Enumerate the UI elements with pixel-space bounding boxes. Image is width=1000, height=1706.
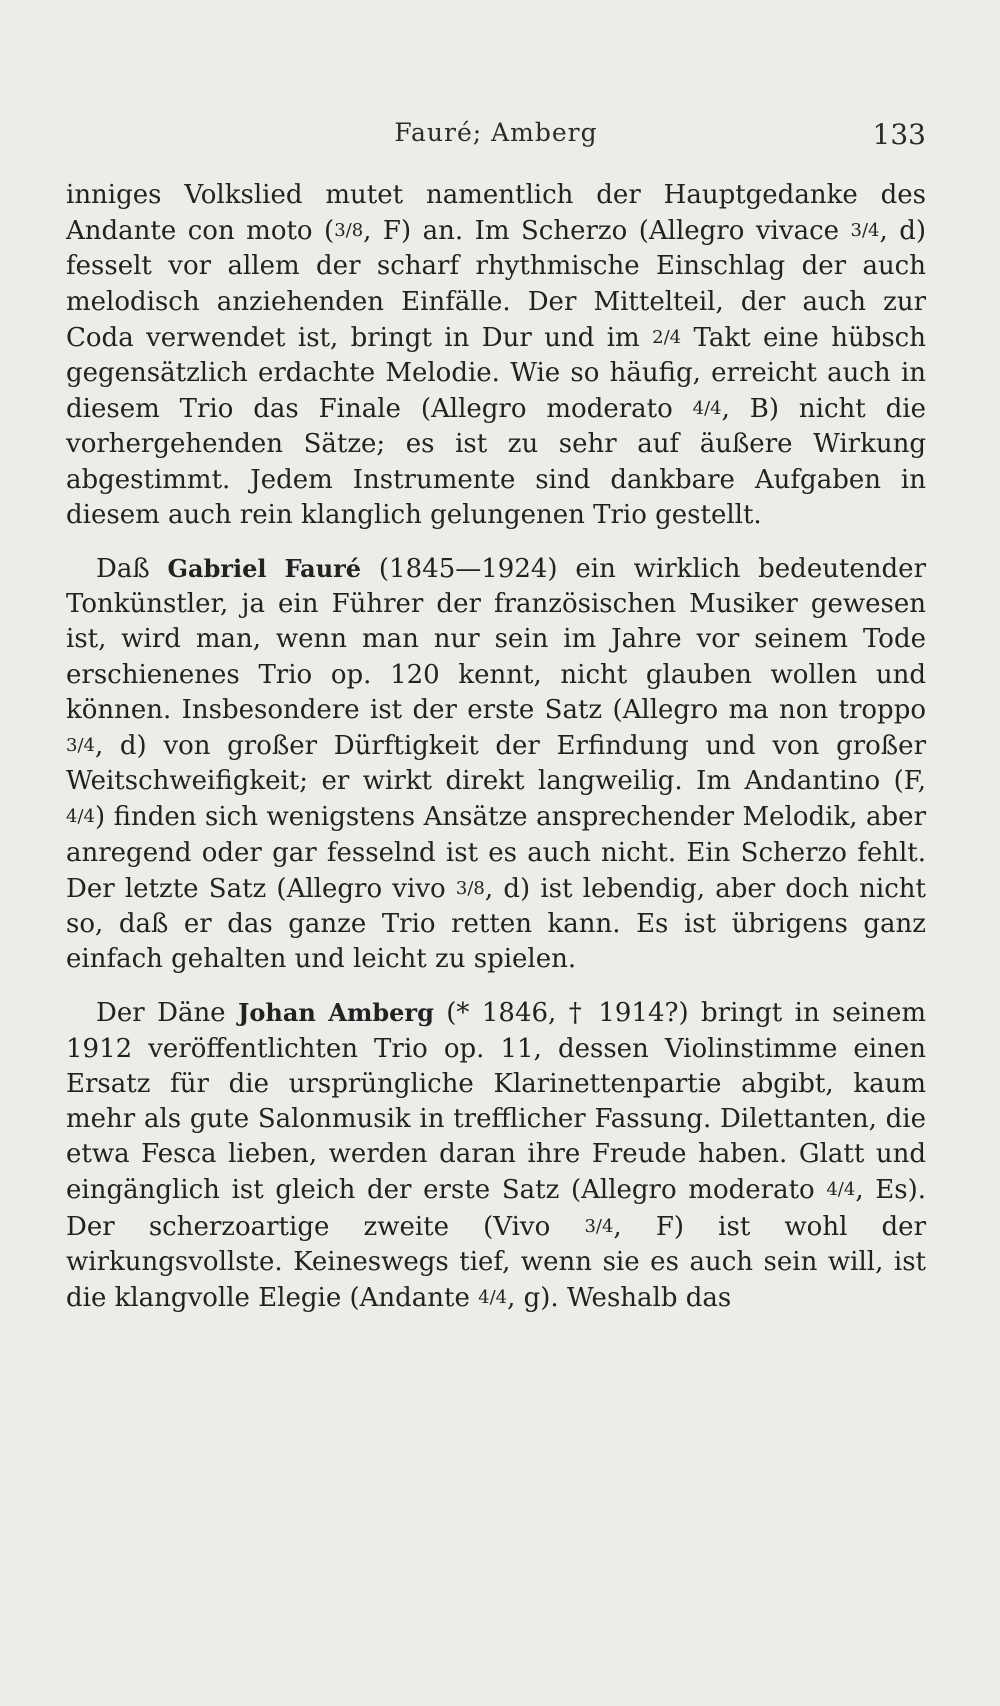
text-run: inniges Volkslied mutet namentlich der Hauptgedanke des Andante con moto (: [66, 180, 926, 247]
time-signature: 3/4: [584, 1215, 614, 1237]
text-run: (* 1846, † 1914?) bringt in seinem 1912 veröffentlichten Trio op. 11, dessen Violinstimme einen Ersatz für die ursprüngliche Klarinettenpartie abgibt, kaum mehr als gute Salonmusik in trefflicher Fassung. Dilettanten, die etwa Fesca lieben, werden daran ihre Freude haben. Glatt und eingänglich ist gleich der erste Satz (Allegro moderato: [66, 998, 927, 1206]
text-run: (1845—1924) ein wirklich bedeutender Tonkünstler, ja ein Führer der französischen Musiker gewesen ist, wird man, wenn man nur sein im Jahre vor seinem Tode erschienenes Trio op. 120 kennt, nicht glauben wollen und können. Insbesondere ist der erste Satz (Allegro ma non troppo: [66, 554, 926, 725]
paragraph: [66, 995, 926, 1316]
text-run: , F) an. Im Scherzo (Allegro vivace: [363, 216, 851, 247]
text-run: ) finden sich wenigstens Ansätze ansprechender Melodik, aber anregend oder gar fesselnd ist es auch nicht. Ein Scherzo fehlt. Der letzte Satz (Allegro vivo: [66, 802, 926, 904]
page-number: 133: [872, 118, 926, 151]
text-run: Der Däne: [96, 998, 239, 1029]
text-run: , Es). Der scherzoartige zweite (Vivo: [66, 1175, 926, 1242]
text-run: , d) von großer Dürftigkeit der Erfindung und von großer Weitschweifigkeit; er wirkt direkt langweilig. Im Andantino (F,: [66, 731, 926, 797]
text-run: Daß: [96, 554, 168, 585]
running-header: [66, 118, 926, 158]
text-run: , F) ist wohl der wirkungsvollste. Keineswegs tief, wenn sie es auch sein will, ist die klangvolle Elegie (Andante: [66, 1211, 927, 1314]
paragraph: [66, 551, 926, 977]
running-title: Fauré; Amberg: [394, 118, 598, 147]
time-signature: 2/4: [652, 326, 682, 348]
body-text: [66, 178, 926, 1316]
time-signature: 4/4: [826, 1179, 856, 1201]
time-signature: 3/4: [850, 220, 880, 242]
person-name: Johan Amberg: [238, 998, 434, 1028]
time-signature: 4/4: [478, 1287, 508, 1309]
text-run: , B) nicht die vorhergehenden Sätze; es ist zu sehr auf äußere Wirkung abgestimmt. Jedem Instrumente sind dankbare Aufgaben in diesem auch rein klanglich gelungenen Trio gestellt.: [66, 394, 926, 530]
time-signature: 4/4: [692, 398, 722, 420]
text-run: , g). Weshalb das: [507, 1283, 732, 1314]
time-signature: 3/8: [334, 220, 364, 242]
person-name: Gabriel Fauré: [167, 554, 362, 584]
paragraph: [66, 178, 926, 533]
text-run: Takt eine hübsch gegensätzlich erdachte Melodie. Wie so häufig, erreicht auch in diesem Trio das Finale (Allegro moderato: [66, 322, 926, 425]
time-signature: 4/4: [66, 806, 95, 828]
time-signature: 3/8: [455, 877, 485, 899]
time-signature: 3/4: [66, 735, 95, 757]
text-run: , d) fesselt vor allem der scharf rhythmische Einschlag der auch melodisch anziehenden Einfälle. Der Mittelteil, der auch zur Coda verwendet ist, bringt in Dur und im: [66, 216, 926, 353]
text-run: , d) ist lebendig, aber doch nicht so, daß er das ganze Trio retten kann. Es ist übrigens ganz einfach gehalten und leicht zu spielen.: [66, 873, 926, 975]
